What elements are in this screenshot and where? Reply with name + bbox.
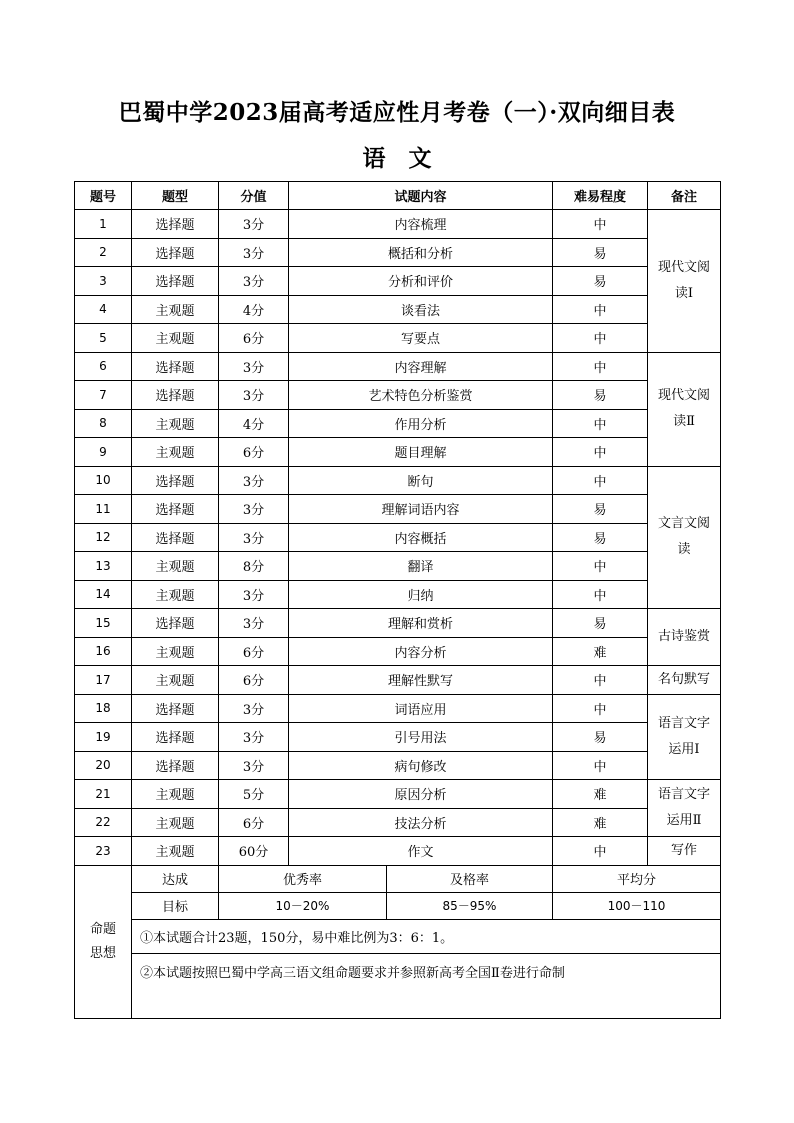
cell-difficulty: 中 xyxy=(553,352,648,381)
cell-score: 4分 xyxy=(219,409,289,438)
cell-content: 理解性默写 xyxy=(289,666,553,695)
remark-cell xyxy=(648,609,721,666)
cell-no: 19 xyxy=(75,723,132,752)
cell-difficulty: 中 xyxy=(553,751,648,780)
cell-score: 3分 xyxy=(219,751,289,780)
cell-content: 技法分析 xyxy=(289,808,553,837)
cell-difficulty: 中 xyxy=(553,580,648,609)
header-score: 分值 xyxy=(219,182,289,210)
header-type: 题型 xyxy=(132,182,219,210)
remark-text: 文言文阅读 xyxy=(657,516,710,558)
specification-table xyxy=(74,181,721,1019)
cell-score: 3分 xyxy=(219,523,289,552)
cell-score: 6分 xyxy=(219,666,289,695)
table-row xyxy=(75,837,721,866)
cell-no: 22 xyxy=(75,808,132,837)
table-row xyxy=(75,609,721,638)
table-row xyxy=(75,381,721,410)
remark-cell xyxy=(648,210,721,353)
cell-difficulty: 中 xyxy=(553,210,648,239)
cell-difficulty: 易 xyxy=(553,267,648,296)
footer-label: 命题思想 xyxy=(75,865,132,1018)
cell-type: 主观题 xyxy=(132,324,219,353)
target-label-2: 目标 xyxy=(132,892,219,919)
cell-type: 选择题 xyxy=(132,352,219,381)
cell-score: 3分 xyxy=(219,580,289,609)
metric-name-average: 平均分 xyxy=(553,865,721,892)
cell-type: 主观题 xyxy=(132,637,219,666)
table-row xyxy=(75,267,721,296)
target-header-row xyxy=(75,865,721,892)
cell-no: 7 xyxy=(75,381,132,410)
cell-difficulty: 易 xyxy=(553,381,648,410)
remark-text: 现代文阅读Ⅱ xyxy=(657,388,710,429)
cell-score: 3分 xyxy=(219,495,289,524)
cell-difficulty: 中 xyxy=(553,466,648,495)
cell-score: 3分 xyxy=(219,466,289,495)
cell-difficulty: 易 xyxy=(553,238,648,267)
cell-score: 3分 xyxy=(219,694,289,723)
cell-no: 6 xyxy=(75,352,132,381)
header-content: 试题内容 xyxy=(289,182,553,210)
note-row-2 xyxy=(75,953,721,1018)
cell-no: 11 xyxy=(75,495,132,524)
remark-text: 现代文阅读Ⅰ xyxy=(657,259,710,301)
cell-score: 6分 xyxy=(219,438,289,467)
cell-score: 5分 xyxy=(219,780,289,809)
remark-cell xyxy=(648,694,721,780)
cell-type: 主观题 xyxy=(132,438,219,467)
cell-content: 概括和分析 xyxy=(289,238,553,267)
cell-type: 主观题 xyxy=(132,580,219,609)
cell-content: 内容分析 xyxy=(289,637,553,666)
cell-type: 主观题 xyxy=(132,409,219,438)
cell-no: 21 xyxy=(75,780,132,809)
remark-text: 名句默写 xyxy=(657,671,710,687)
cell-content: 题目理解 xyxy=(289,438,553,467)
table-row xyxy=(75,780,721,809)
cell-score: 3分 xyxy=(219,352,289,381)
cell-no: 4 xyxy=(75,295,132,324)
cell-content: 谈看法 xyxy=(289,295,553,324)
table-row xyxy=(75,808,721,837)
cell-score: 3分 xyxy=(219,381,289,410)
cell-difficulty: 易 xyxy=(553,495,648,524)
cell-no: 13 xyxy=(75,552,132,581)
cell-content: 引号用法 xyxy=(289,723,553,752)
header-difficulty: 难易程度 xyxy=(553,182,648,210)
cell-type: 选择题 xyxy=(132,210,219,239)
note-row-1 xyxy=(75,919,721,953)
cell-no: 20 xyxy=(75,751,132,780)
table-row xyxy=(75,238,721,267)
cell-content: 内容理解 xyxy=(289,352,553,381)
cell-score: 6分 xyxy=(219,324,289,353)
note-1: ①本试题合计23题，150分，易中难比例为3：6：1。 xyxy=(132,919,721,953)
cell-content: 作文 xyxy=(289,837,553,866)
cell-type: 选择题 xyxy=(132,723,219,752)
cell-type: 主观题 xyxy=(132,295,219,324)
cell-type: 选择题 xyxy=(132,495,219,524)
cell-difficulty: 易 xyxy=(553,609,648,638)
cell-difficulty: 难 xyxy=(553,808,648,837)
table-row xyxy=(75,580,721,609)
cell-no: 1 xyxy=(75,210,132,239)
table-row xyxy=(75,637,721,666)
cell-no: 16 xyxy=(75,637,132,666)
table-row xyxy=(75,723,721,752)
cell-no: 3 xyxy=(75,267,132,296)
cell-content: 病句修改 xyxy=(289,751,553,780)
cell-score: 4分 xyxy=(219,295,289,324)
cell-difficulty: 难 xyxy=(553,780,648,809)
cell-difficulty: 中 xyxy=(553,438,648,467)
cell-type: 选择题 xyxy=(132,523,219,552)
cell-content: 断句 xyxy=(289,466,553,495)
cell-type: 选择题 xyxy=(132,238,219,267)
cell-content: 写要点 xyxy=(289,324,553,353)
cell-score: 8分 xyxy=(219,552,289,581)
remark-text: 古诗鉴赏 xyxy=(657,629,710,644)
table-row xyxy=(75,552,721,581)
cell-no: 17 xyxy=(75,666,132,695)
cell-content: 词语应用 xyxy=(289,694,553,723)
cell-content: 内容梳理 xyxy=(289,210,553,239)
cell-type: 选择题 xyxy=(132,694,219,723)
remark-text: 语言文字运用Ⅱ xyxy=(657,787,710,828)
table-row xyxy=(75,495,721,524)
note-2: ②本试题按照巴蜀中学高三语文组命题要求并参照新高考全国Ⅱ卷进行命制 xyxy=(132,953,721,1018)
cell-type: 主观题 xyxy=(132,552,219,581)
table-row xyxy=(75,210,721,239)
cell-difficulty: 易 xyxy=(553,723,648,752)
table-row xyxy=(75,466,721,495)
target-value-row xyxy=(75,892,721,919)
cell-type: 主观题 xyxy=(132,808,219,837)
cell-content: 理解词语内容 xyxy=(289,495,553,524)
cell-score: 6分 xyxy=(219,637,289,666)
cell-score: 3分 xyxy=(219,609,289,638)
cell-no: 23 xyxy=(75,837,132,866)
cell-no: 8 xyxy=(75,409,132,438)
cell-content: 理解和赏析 xyxy=(289,609,553,638)
cell-no: 2 xyxy=(75,238,132,267)
cell-content: 内容概括 xyxy=(289,523,553,552)
page-title: 巴蜀中学2023届高考适应性月考卷（一）·双向细目表 xyxy=(118,99,676,126)
table-row xyxy=(75,694,721,723)
cell-content: 原因分析 xyxy=(289,780,553,809)
cell-difficulty: 中 xyxy=(553,295,648,324)
table-row xyxy=(75,523,721,552)
header-remark: 备注 xyxy=(648,182,721,210)
cell-difficulty: 中 xyxy=(553,324,648,353)
cell-type: 主观题 xyxy=(132,780,219,809)
cell-no: 12 xyxy=(75,523,132,552)
cell-no: 10 xyxy=(75,466,132,495)
target-label-1: 达成 xyxy=(132,865,219,892)
cell-content: 作用分析 xyxy=(289,409,553,438)
remark-cell xyxy=(648,352,721,466)
cell-difficulty: 中 xyxy=(553,409,648,438)
cell-type: 选择题 xyxy=(132,381,219,410)
metric-value-average: 100－110 xyxy=(553,892,721,919)
cell-content: 分析和评价 xyxy=(289,267,553,296)
cell-score: 3分 xyxy=(219,723,289,752)
cell-no: 9 xyxy=(75,438,132,467)
cell-difficulty: 中 xyxy=(553,666,648,695)
cell-type: 选择题 xyxy=(132,267,219,296)
cell-no: 15 xyxy=(75,609,132,638)
cell-type: 主观题 xyxy=(132,666,219,695)
cell-content: 归纳 xyxy=(289,580,553,609)
cell-difficulty: 易 xyxy=(553,523,648,552)
cell-type: 选择题 xyxy=(132,751,219,780)
subject-title: 语 文 xyxy=(362,145,432,172)
cell-difficulty: 中 xyxy=(553,694,648,723)
metric-name-excellent: 优秀率 xyxy=(219,865,387,892)
cell-difficulty: 难 xyxy=(553,637,648,666)
cell-type: 选择题 xyxy=(132,466,219,495)
table-row xyxy=(75,666,721,695)
cell-no: 5 xyxy=(75,324,132,353)
table-row xyxy=(75,751,721,780)
remark-cell xyxy=(648,666,721,695)
remark-text: 语言文字运用Ⅰ xyxy=(657,715,710,757)
remark-text: 写作 xyxy=(670,842,697,858)
table-row xyxy=(75,295,721,324)
table-row xyxy=(75,352,721,381)
cell-score: 6分 xyxy=(219,808,289,837)
remark-cell xyxy=(648,837,721,866)
metric-value-pass: 85－95% xyxy=(387,892,553,919)
cell-difficulty: 中 xyxy=(553,837,648,866)
remark-cell xyxy=(648,780,721,837)
cell-type: 选择题 xyxy=(132,609,219,638)
cell-difficulty: 中 xyxy=(553,552,648,581)
cell-content: 艺术特色分析鉴赏 xyxy=(289,381,553,410)
header-no: 题号 xyxy=(75,182,132,210)
cell-score: 3分 xyxy=(219,210,289,239)
table-row xyxy=(75,324,721,353)
cell-no: 14 xyxy=(75,580,132,609)
remark-cell xyxy=(648,466,721,609)
cell-score: 3分 xyxy=(219,267,289,296)
header-row xyxy=(75,182,721,210)
cell-no: 18 xyxy=(75,694,132,723)
cell-score: 3分 xyxy=(219,238,289,267)
cell-type: 主观题 xyxy=(132,837,219,866)
table-row xyxy=(75,438,721,467)
table-row xyxy=(75,409,721,438)
cell-score: 60分 xyxy=(219,837,289,866)
cell-content: 翻译 xyxy=(289,552,553,581)
metric-name-pass: 及格率 xyxy=(387,865,553,892)
metric-value-excellent: 10－20% xyxy=(219,892,387,919)
